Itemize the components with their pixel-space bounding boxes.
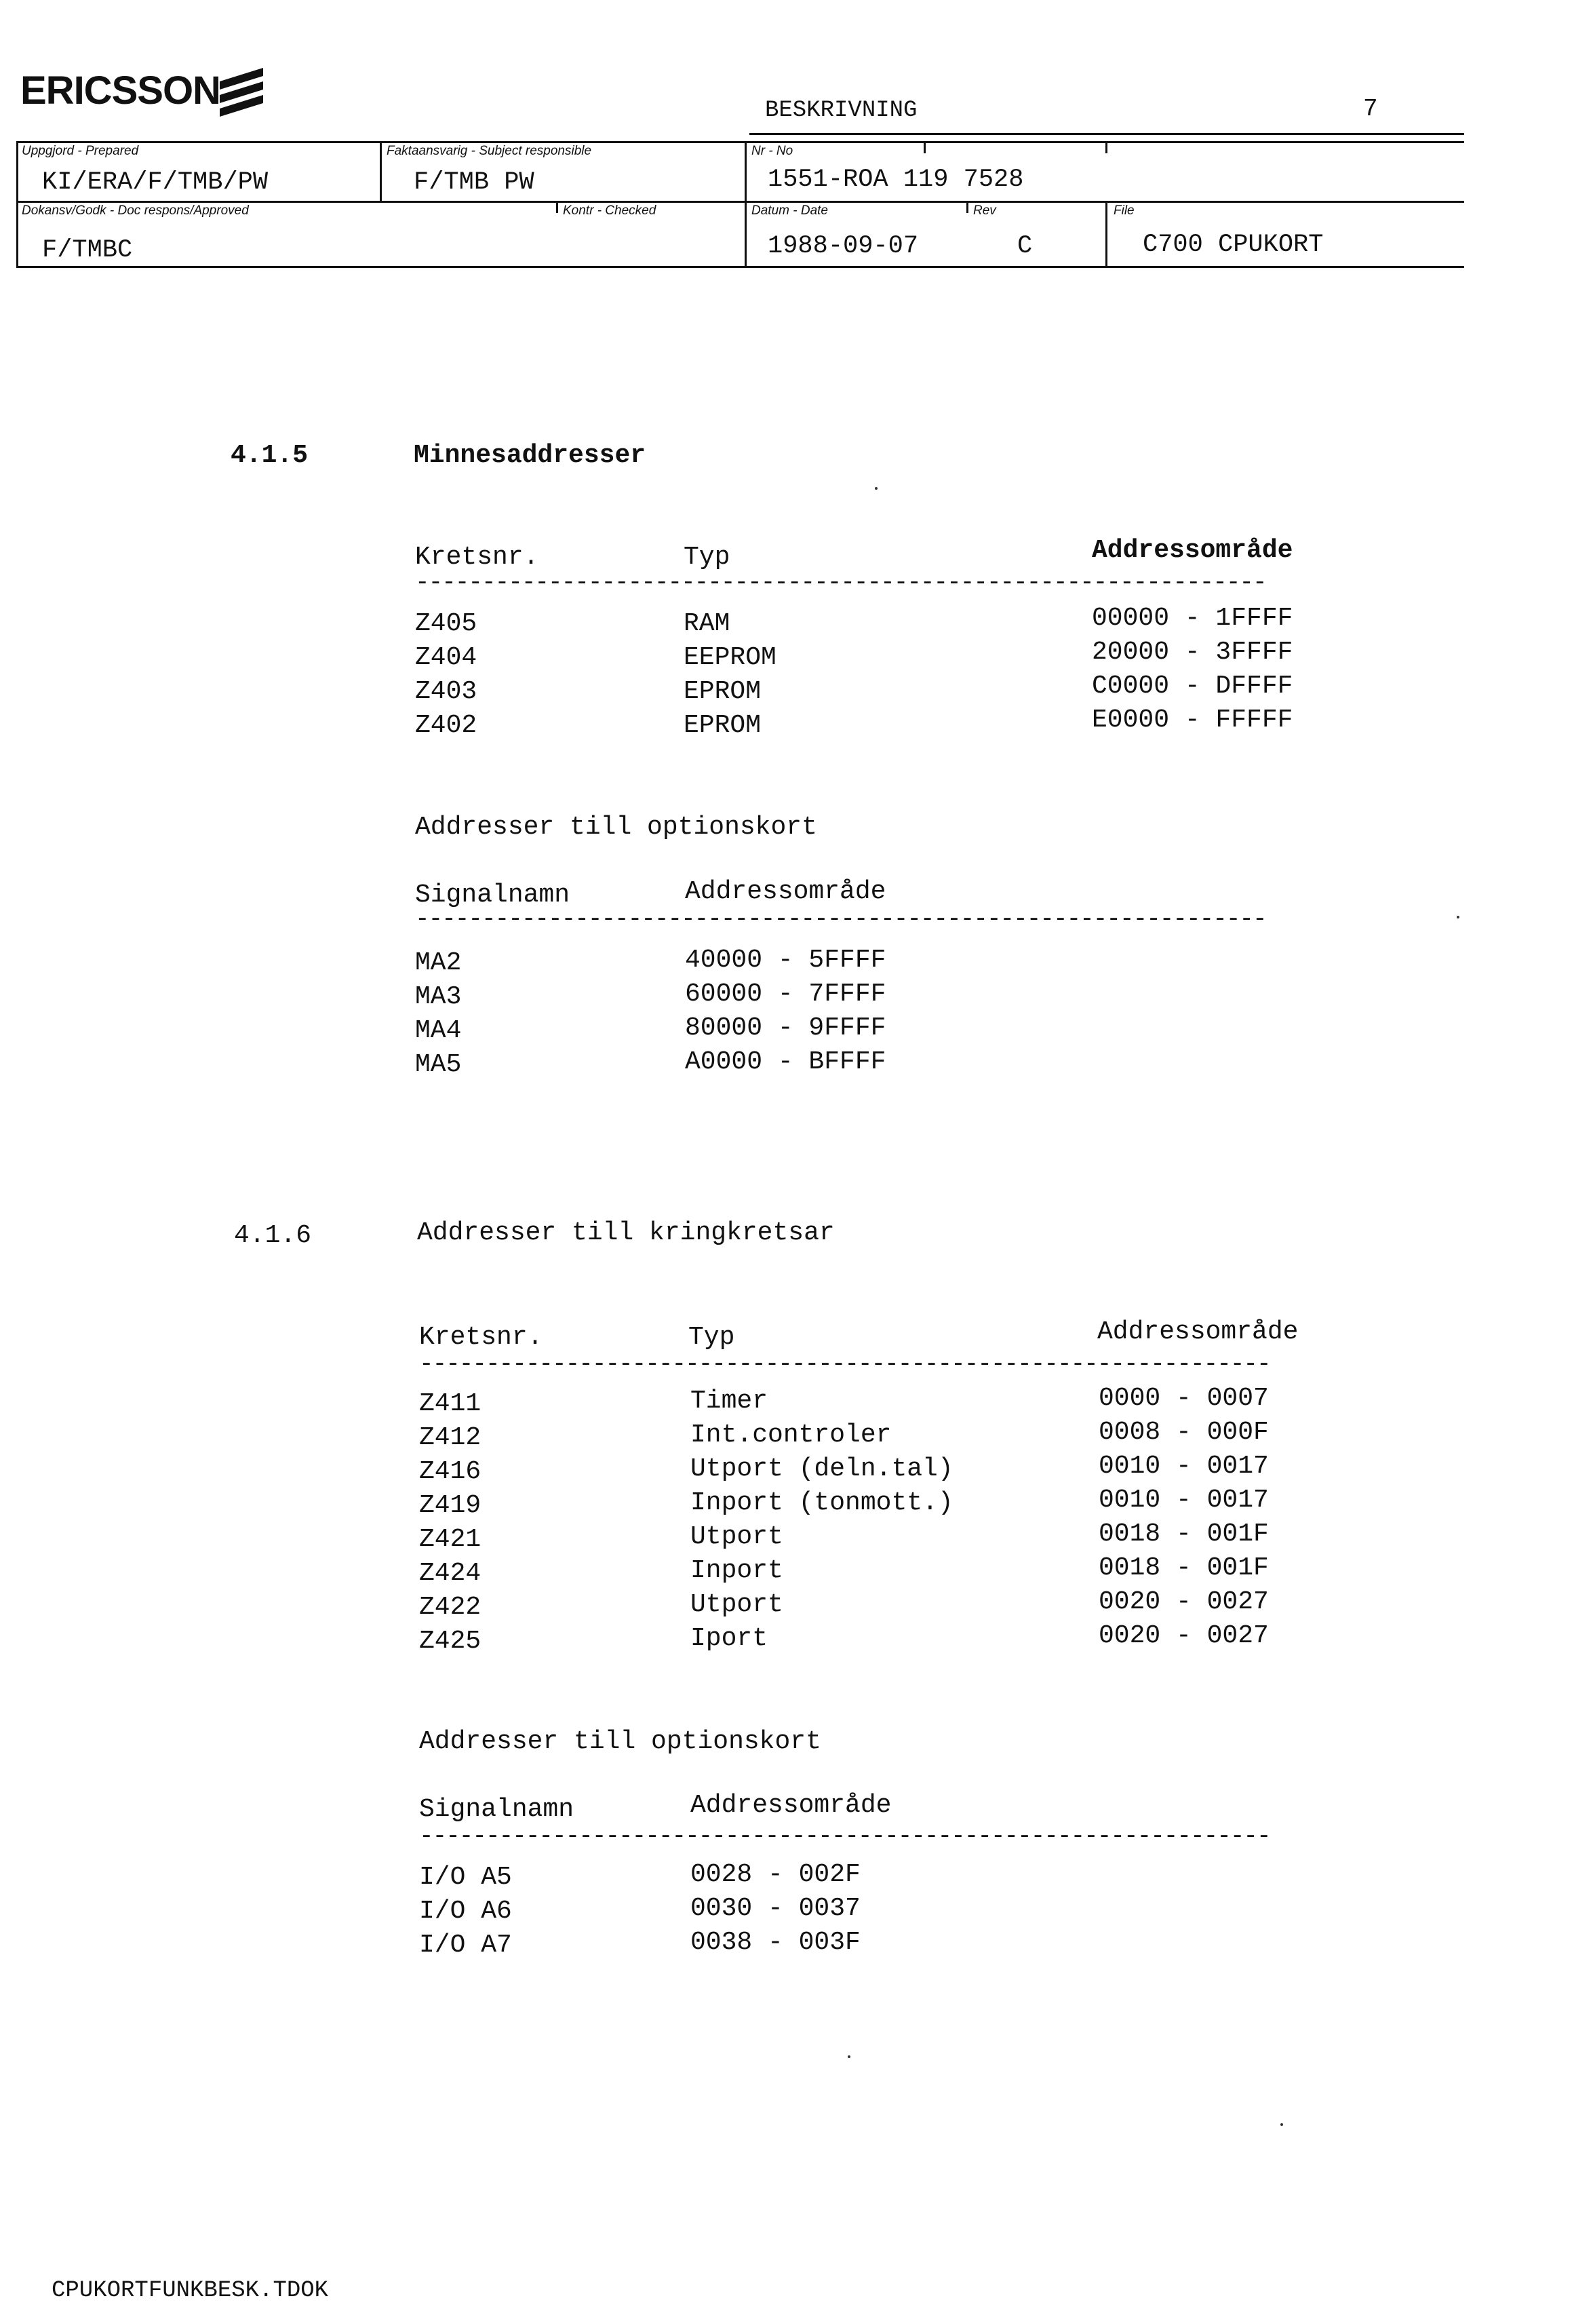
table-cell: 0030 - 0037 [690, 1894, 861, 1923]
table-cell: Z411 [419, 1389, 481, 1418]
table-cell: I/O A5 [419, 1863, 512, 1892]
table-cell: Z404 [415, 643, 477, 672]
table-divider: ---------------------------------------------------------------- [419, 1822, 1270, 1850]
table-cell: E0000 - FFFFF [1092, 705, 1293, 735]
column-header: Addressområde [685, 877, 886, 906]
table-cell: Z403 [415, 677, 477, 706]
table-cell: 0018 - 001F [1099, 1553, 1269, 1583]
table-cell: Utport (deln.tal) [690, 1454, 953, 1484]
header-tick [924, 141, 926, 153]
column-header: Addressområde [690, 1791, 892, 1820]
table-cell: Z421 [419, 1525, 481, 1554]
section-title: Minnesaddresser [414, 441, 646, 470]
revision-label: Rev [973, 204, 996, 218]
column-header: Typ [688, 1323, 735, 1352]
subsection-title: Addresser till optionskort [419, 1727, 821, 1756]
table-cell: Z412 [419, 1423, 481, 1452]
document-number: 1551-ROA 119 7528 [768, 166, 1024, 194]
table-cell: 0010 - 0017 [1099, 1486, 1269, 1515]
company-logo-text: ERICSSON [20, 69, 220, 113]
column-header: Signalnamn [415, 880, 570, 910]
prepared-label: Uppgjord - Prepared [22, 144, 139, 158]
table-cell: Z402 [415, 711, 477, 740]
table-divider: ---------------------------------------------------------------- [415, 568, 1266, 596]
header-tick [556, 201, 558, 213]
table-cell: 0038 - 003F [690, 1928, 861, 1957]
table-cell: Z425 [419, 1627, 481, 1656]
table-cell: 00000 - 1FFFF [1092, 604, 1293, 633]
table-cell: MA5 [415, 1050, 462, 1079]
table-cell: Timer [690, 1387, 768, 1416]
subject-label: Faktaansvarig - Subject responsible [387, 144, 592, 158]
table-cell: Z416 [419, 1457, 481, 1486]
column-header: Typ [684, 543, 730, 572]
document-date: 1988-09-07 [768, 232, 919, 260]
table-divider: ---------------------------------------------------------------- [419, 1350, 1270, 1378]
section-number: 4.1.5 [231, 441, 309, 470]
table-cell: MA4 [415, 1016, 462, 1045]
table-cell: Utport [690, 1522, 783, 1551]
table-cell: C0000 - DFFFF [1092, 672, 1293, 701]
header-top-rule [749, 133, 1464, 135]
table-cell: A0000 - BFFFF [685, 1047, 886, 1077]
checked-label: Kontr - Checked [563, 204, 656, 218]
table-cell: MA3 [415, 982, 462, 1011]
table-cell: EPROM [684, 677, 762, 706]
section-title: Addresser till kringkretsar [417, 1218, 835, 1247]
table-cell: Z419 [419, 1491, 481, 1520]
header-divider-2 [745, 141, 747, 267]
table-cell: Iport [690, 1624, 768, 1653]
approved-label: Dokansv/Godk - Doc respons/Approved [22, 204, 249, 218]
table-cell: Inport (tonmott.) [690, 1488, 953, 1517]
table-cell: RAM [684, 609, 730, 638]
table-cell: 80000 - 9FFFF [685, 1013, 886, 1043]
column-header: Kretsnr. [415, 543, 539, 572]
header-divider-1 [380, 141, 382, 202]
table-cell: 0008 - 000F [1099, 1418, 1269, 1447]
column-header: Addressområde [1097, 1317, 1299, 1347]
table-cell: 40000 - 5FFFF [685, 946, 886, 975]
table-cell: I/O A7 [419, 1931, 512, 1960]
table-cell: Z405 [415, 609, 477, 638]
header-box-middle [16, 201, 1464, 203]
table-cell: 0020 - 0027 [1099, 1587, 1269, 1616]
table-cell: I/O A6 [419, 1897, 512, 1926]
header-tick [966, 201, 968, 213]
column-header: Kretsnr. [419, 1323, 543, 1352]
table-cell: 0010 - 0017 [1099, 1452, 1269, 1481]
table-cell: 0018 - 001F [1099, 1519, 1269, 1549]
ericsson-logo-icon [216, 64, 267, 118]
subject-value: F/TMB PW [414, 168, 534, 197]
scan-speck [848, 2055, 850, 2058]
table-cell: Z422 [419, 1593, 481, 1622]
table-cell: 60000 - 7FFFF [685, 980, 886, 1009]
header-box-bottom [16, 266, 1464, 268]
table-cell: Int.controler [690, 1420, 892, 1450]
table-cell: EPROM [684, 711, 762, 740]
file-value: C700 CPUKORT [1143, 231, 1324, 259]
table-cell: EEPROM [684, 643, 776, 672]
subsection-title: Addresser till optionskort [415, 813, 817, 842]
table-cell: MA2 [415, 948, 462, 977]
section-number: 4.1.6 [234, 1221, 312, 1250]
file-label: File [1114, 204, 1135, 218]
scan-speck [875, 487, 878, 490]
approved-value: F/TMBC [42, 236, 133, 265]
page-number: 7 [1363, 95, 1378, 123]
table-cell: 0028 - 002F [690, 1860, 861, 1889]
table-cell: 0000 - 0007 [1099, 1384, 1269, 1413]
header-divider-3 [1105, 201, 1107, 267]
table-cell: 20000 - 3FFFF [1092, 638, 1293, 667]
table-cell: Inport [690, 1556, 783, 1585]
scan-speck [1280, 2123, 1283, 2126]
number-label: Nr - No [751, 144, 793, 158]
table-cell: Utport [690, 1590, 783, 1619]
header-box-top [16, 141, 1464, 143]
table-cell: 0020 - 0027 [1099, 1621, 1269, 1650]
prepared-value: KI/ERA/F/TMB/PW [42, 168, 269, 197]
table-cell: Z424 [419, 1559, 481, 1588]
document-type: BESKRIVNING [765, 98, 918, 123]
column-header: Addressområde [1092, 536, 1293, 565]
header-box-left [16, 141, 18, 267]
revision-value: C [1017, 232, 1033, 260]
footer-filename: CPUKORTFUNKBESK.TDOK [52, 2278, 329, 2304]
column-header: Signalnamn [419, 1795, 574, 1824]
header-tick [1105, 141, 1107, 153]
scan-speck [1457, 916, 1459, 918]
date-label: Datum - Date [751, 204, 828, 218]
table-divider: ---------------------------------------------------------------- [415, 905, 1266, 933]
